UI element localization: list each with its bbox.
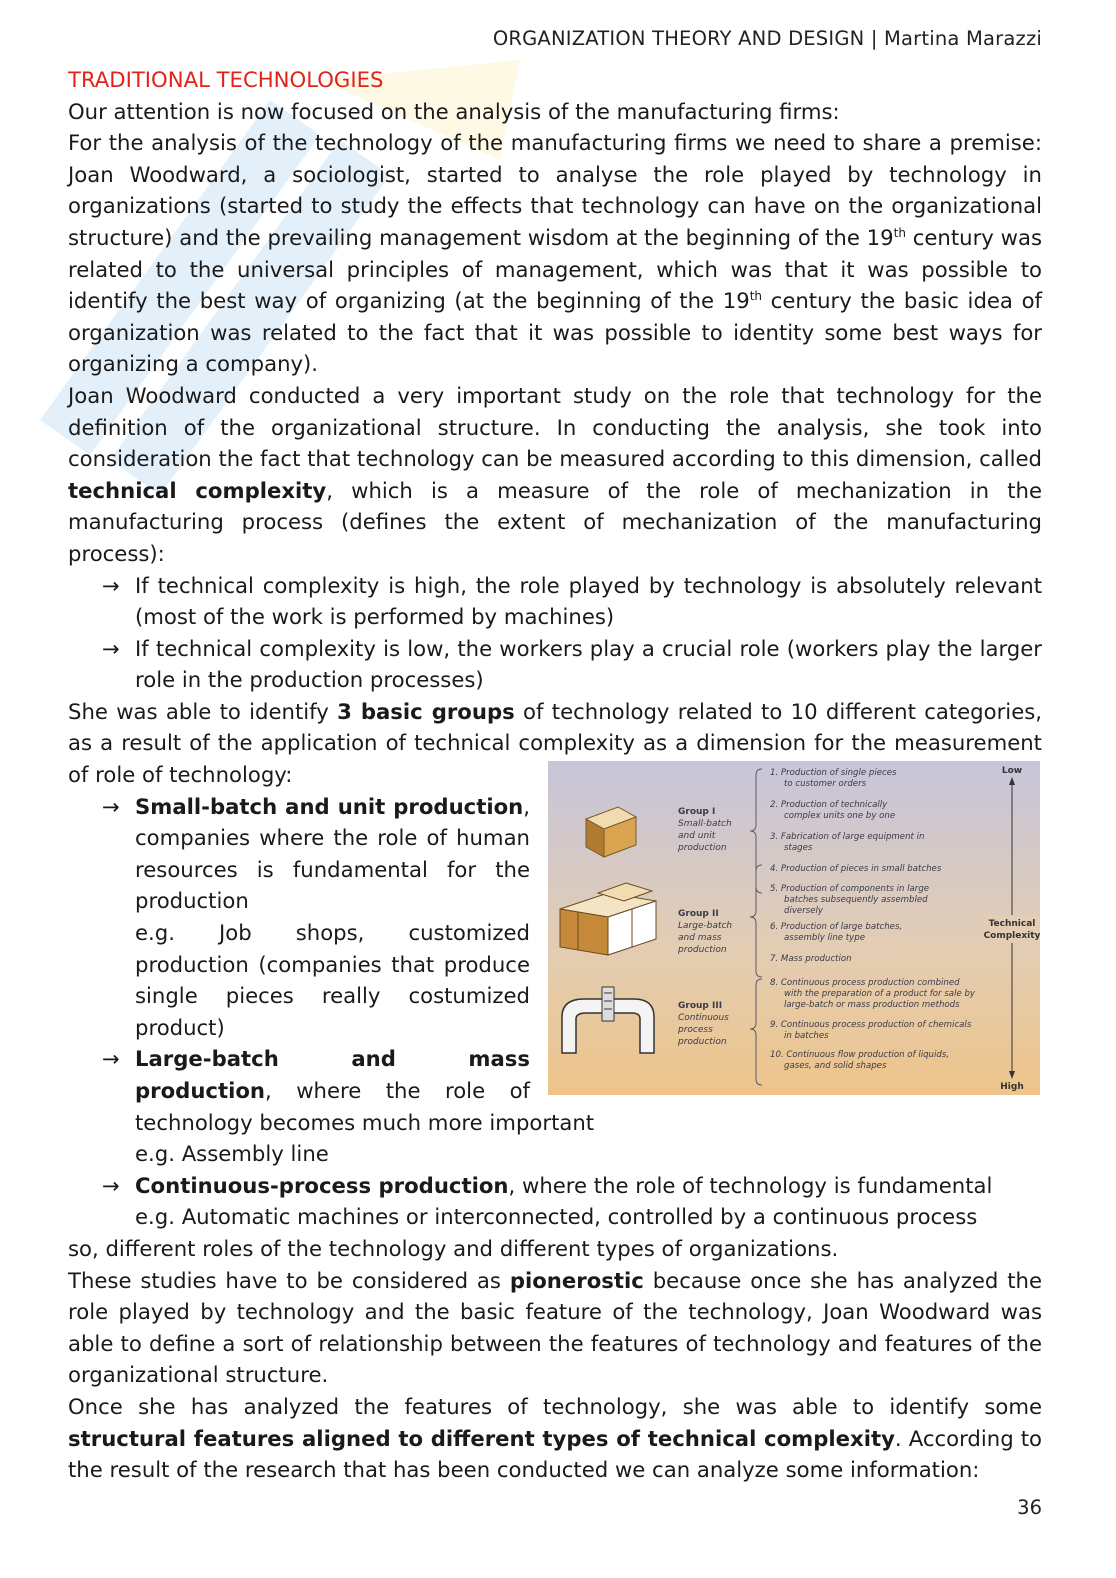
figure-item-text: with the preparation of a product for sale by [784, 988, 976, 999]
group1-line: production [678, 842, 727, 853]
paragraph: Once she has analyzed the features of technology, she was able to identify some structural features aligned to different types of technical complexity. According to the result of the research that has been conducted we can analyze some information: [68, 1393, 1042, 1483]
arrow-icon: → [102, 572, 120, 598]
figure-item-text: 1. Production of single pieces [770, 767, 897, 778]
list-item: → If technical complexity is high, the role played by technology is absolutely relevant (most of the work is performed by machines) [135, 570, 1042, 633]
list-item: → Small-batch and unit production, companies where the role of human resources is fundamental for the production e.g. Job shops, customized production (companies that produce single pieces really costumized product) [135, 791, 1042, 1044]
figure-item-text: 2. Production of technically [770, 799, 888, 810]
group3-line: Continuous [678, 1012, 729, 1023]
figure-item-text: 5. Production of components in large [770, 883, 930, 894]
complexity-list [68, 570, 1042, 696]
group2-line: and mass [678, 932, 722, 943]
paragraph: Joan Woodward conducted a very important study on the role that technology for the definition of the organizational structure. In conducting the analysis, she took into consideration the fact that technology can be measured according to this dimension, called technical complexity, which is a measure of the role of mechanization in the manufacturing process (defines the extent of mechanization of the manufacturing process): [68, 382, 1043, 566]
arrow-icon: → [102, 793, 120, 819]
figure-item-text: to customer orders [784, 778, 867, 789]
figure-item-text: complex units one by one [784, 810, 896, 821]
figure-item-text: stages [784, 842, 813, 853]
figure-item-text: 4. Production of pieces in small batches [770, 863, 942, 874]
running-header: ORGANIZATION THEORY AND DESIGN | Martina Marazzi [492, 27, 1042, 50]
list-item: → If technical complexity is low, the workers play a crucial role (workers play the larger role in the production processes) [135, 633, 1042, 696]
figure-item-text: gases, and solid shapes [784, 1060, 887, 1071]
group2-line: production [678, 944, 727, 955]
figure-item-text: assembly line type [784, 932, 865, 943]
paragraph: For the analysis of the technology of the manufacturing firms we need to share a premise: Joan Woodward, a sociologist, started to analyse the role played by technology in organizations (started to study the effects that technology can have on the organizational structure) and the prevailing management wisdom at the beginning of the 19th century was related to the universal principles of management, which was that it was possible to identify the best way of organizing (at the beginning of the 19th century the basic idea of organization was related to the fact that it was possible to identity some best ways for organizing a company). [68, 130, 1043, 377]
group2-line: Large-batch [678, 920, 733, 931]
figure-item-text: 6. Production of large batches, [770, 921, 903, 932]
list-item: → Continuous-process production, where the role of technology is fundamental e.g. Automatic machines or interconnected, controlled by a continuous process [135, 1170, 1042, 1233]
axis-low-label: Low [1001, 765, 1023, 776]
arrow-icon: → [102, 1046, 120, 1072]
groups-section [68, 696, 1042, 1233]
arrow-icon: → [102, 1172, 120, 1198]
section-title: TRADITIONAL TECHNOLOGIES [68, 67, 384, 92]
figure-item-text: 7. Mass production [770, 953, 852, 964]
axis-title-line: Complexity [983, 930, 1040, 941]
page-number: 36 [1017, 1496, 1042, 1519]
axis-high-label: High [1000, 1081, 1024, 1092]
paragraph: Our attention is now focused on the analysis of the manufacturing firms: [68, 98, 840, 124]
paragraph: She was able to identify 3 basic groups of technology related to 10 different categories, as a result of the application of technical complexity as a dimension for the measurement of role of technology: [68, 698, 1043, 788]
group3-title: Group III [678, 1000, 723, 1011]
figure-item-text: large-batch or mass production methods [784, 999, 960, 1010]
page-body [68, 64, 1042, 1486]
groups-list [68, 791, 1042, 1233]
group1-title: Group I [678, 806, 716, 817]
figure-item-text: 3. Fabrication of large equipment in [770, 831, 925, 842]
figure-item-text: diversely [784, 905, 823, 916]
group3-line: process [678, 1024, 713, 1035]
figure-item-text: in batches [784, 1030, 829, 1041]
axis-title-line: Technical [988, 918, 1036, 929]
figure-item-text: batches subsequently assembled [784, 894, 928, 905]
group2-title: Group II [678, 908, 719, 919]
figure-item-text: 9. Continuous process production of chemicals [770, 1019, 972, 1030]
group1-line: and unit [678, 830, 716, 841]
group3-line: production [678, 1036, 727, 1047]
figure-item-text: 10. Continuous flow production of liquids, [770, 1049, 950, 1060]
paragraph: so, different roles of the technology and different types of organizations. [68, 1235, 839, 1261]
paragraph: These studies have to be considered as pionerostic because once she has analyzed the role played by technology and the basic feature of the technology, Joan Woodward was able to define a sort of relationship between the features of technology and features of the organizational structure. [68, 1267, 1042, 1388]
figure-item-text: 8. Continuous process production combined [770, 977, 960, 988]
arrow-icon: → [102, 635, 120, 661]
list-item: → Large-batch and mass production, where the role of technology becomes much more important e.g. Assembly line [135, 1043, 1042, 1169]
group1-line: Small-batch [678, 818, 732, 829]
